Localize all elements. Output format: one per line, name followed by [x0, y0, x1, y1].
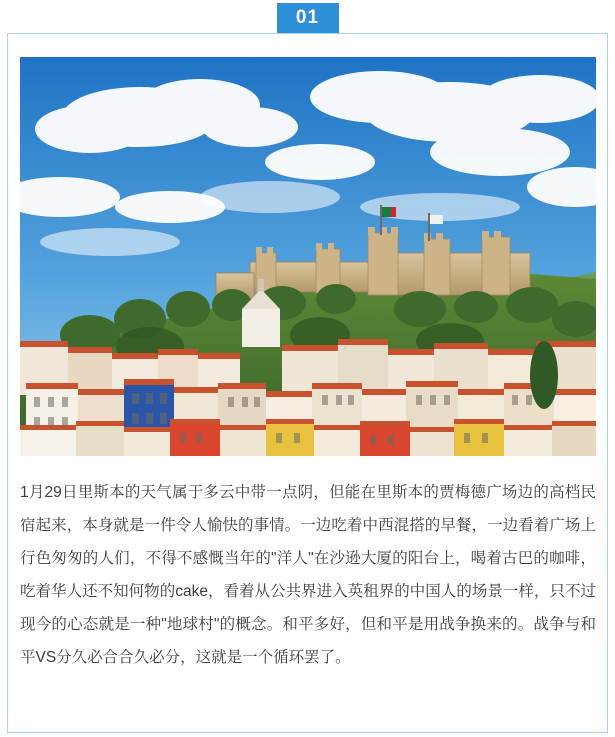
content-frame: [7, 33, 608, 733]
photo-illustration: [20, 57, 596, 456]
caption-text: 1月29日里斯本的天气属于多云中带一点阴，但能在里斯本的贾梅德广场边的高档民宿起来，本身就是一件令人愉快的事情。一边吃着中西混搭的早餐，一边看着广场上行色匆匆的人们，不得不感慨当年的"洋人"在沙逊大厦的阳台上，喝着古巴的咖啡，吃着华人还不知何物的cake，看着从公共界进入英租界的中国人的场景一样，只不过现今的心态就是一种"地球村"的概念。和平多好，但和平是用战争换来的。战争与和平VS分久必合合久必分，这就是一个循环罢了。: [20, 484, 596, 666]
badge-row: [0, 0, 615, 36]
content-inner: [20, 57, 596, 722]
photo-lisbon-castle: [20, 57, 596, 456]
section-number-badge: 01: [277, 3, 339, 34]
cypress-tree: [530, 341, 558, 409]
